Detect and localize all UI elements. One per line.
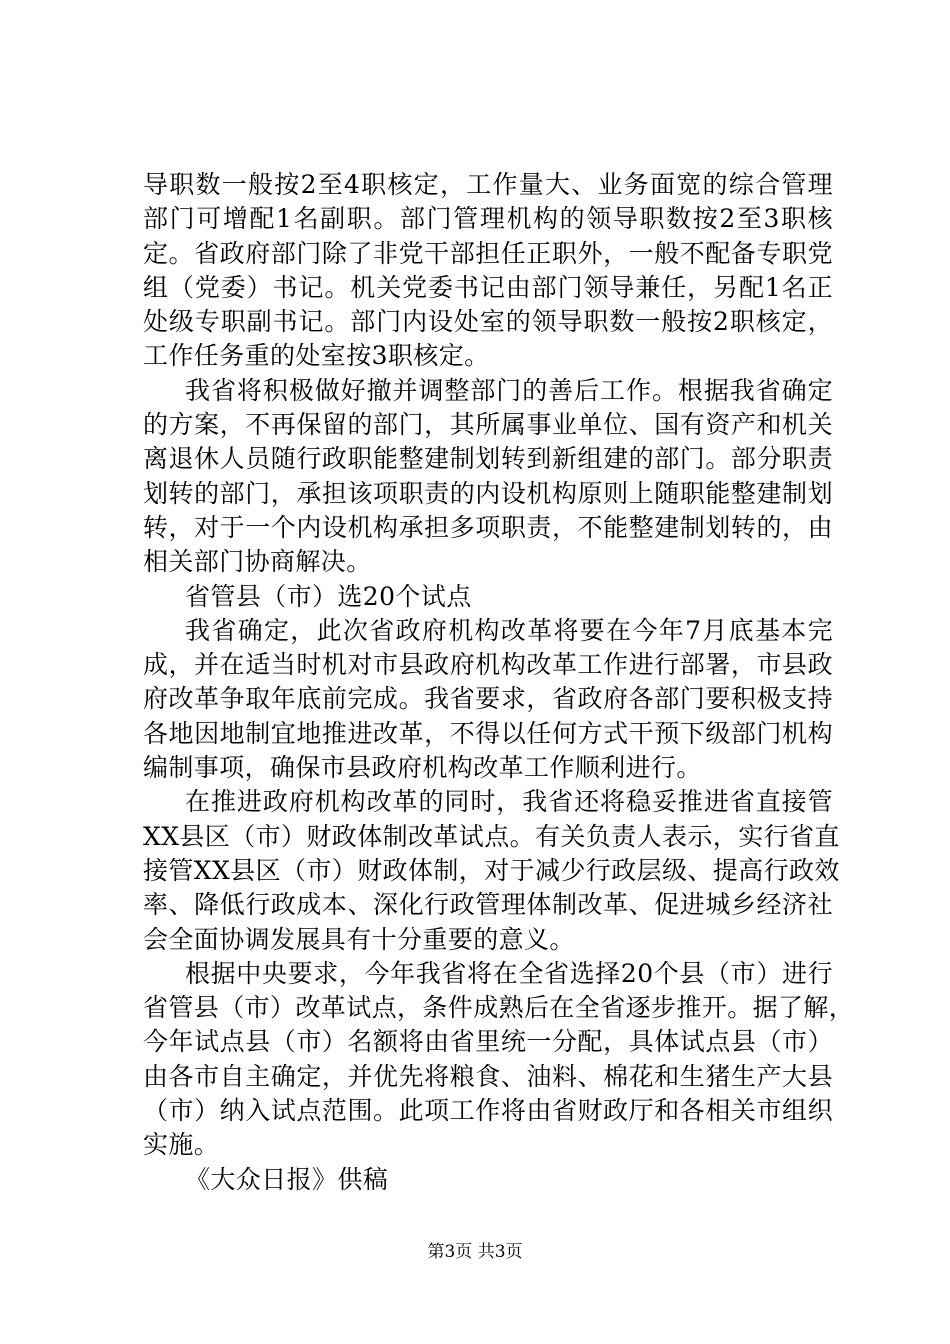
text-line: 今年试点县（市）名额将由省里统一分配，具体试点县（市） [143,1027,833,1057]
text-line: 接管XX县区（市）财政体制，对于减少行政层级、提高行政效 [143,855,840,885]
document-body [143,168,855,1197]
text-line: 省管县（市）改革试点，条件成熟后在全省逐步推开。据了解， [143,993,855,1023]
text-line: XX县区（市）财政体制改革试点。有关负责人表示，实行省直 [143,821,840,851]
text-line: 离退休人员随行政职能整建制划转到新组建的部门。部分职责 [143,444,833,474]
text-line: 会全面协调发展具有十分重要的意义。 [143,924,575,954]
text-line: 的方案，不再保留的部门，其所属事业单位、国有资产和机关 [143,410,833,440]
text-line: 府改革争取年底前完成。我省要求，省政府各部门要积极支持 [143,684,833,714]
text-line: 导职数一般按2至4职核定，工作量大、业务面宽的综合管理 [143,170,833,199]
text-line: 我省确定，此次省政府机构改革将要在今年7月底基本完 [185,615,833,645]
text-line: 成，并在适当时机对市县政府机构改革工作进行部署，市县政 [143,650,833,680]
text-line: 转，对于一个内设机构承担多项职责，不能整建制划转的，由 [143,512,833,542]
text-line: 定。省政府部门除了非党干部担任正职外，一般不配备专职党 [143,238,833,268]
text-line: 划转的部门，承担该项职责的内设机构原则上随职能整建制划 [143,478,833,508]
text-line: 工作任务重的处室按3职核定。 [143,341,490,371]
page-footer: 第3页 共3页 [427,1242,523,1262]
text-line: （市）纳入试点范围。此项工作将由省财政厅和各相关市组织 [143,1096,833,1126]
text-line: 《大众日报》供稿 [185,1164,389,1194]
text-line: 处级专职副书记。部门内设处室的领导职数一般按2职核定， [143,307,833,337]
text-line: 部门可增配1名副职。部门管理机构的领导职数按2至3职核 [143,204,833,234]
text-line: 组（党委）书记。机关党委书记由部门领导兼任，另配1名正 [143,272,833,302]
text-line: 在推进政府机构改革的同时，我省还将稳妥推进省直接管 [185,787,833,817]
text-line: 省管县（市）选20个试点 [185,581,472,611]
text-line: 编制事项，确保市县政府机构改革工作顺利进行。 [143,753,702,783]
text-line: 根据中央要求，今年我省将在全省选择20个县（市）进行 [185,958,833,988]
text-line: 率、降低行政成本、深化行政管理体制改革、促进城乡经济社 [143,890,833,920]
text-line: 由各市自主确定，并优先将粮食、油料、棉花和生猪生产大县 [143,1061,833,1091]
text-line: 相关部门协商解决。 [143,547,372,577]
text-line: 实施。 [143,1130,220,1160]
text-line: 我省将积极做好撤并调整部门的善后工作。根据我省确定 [185,375,833,405]
text-line: 各地因地制宜地推进改革，不得以任何方式干预下级部门机构 [143,718,833,748]
